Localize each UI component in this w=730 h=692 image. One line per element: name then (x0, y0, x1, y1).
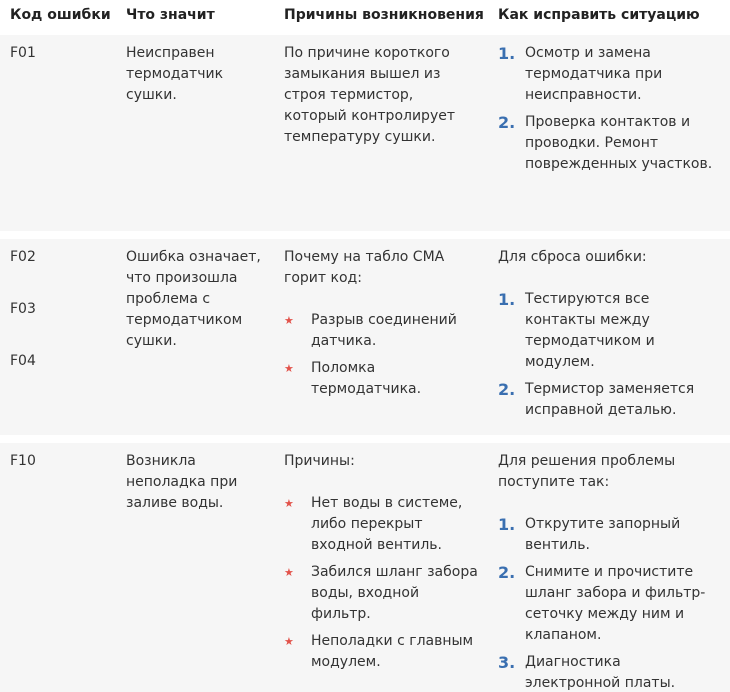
fix-lead: Для решения проблемы поступите так: (498, 453, 676, 490)
fix-list (498, 514, 720, 692)
header-code: Код ошибки (10, 7, 111, 23)
meaning-cell: Ошибка означает, что произошла проблема с термодатчиком сушки. (126, 249, 261, 349)
star-icon: ★ (284, 497, 294, 510)
causes-lead: Причины: (284, 453, 355, 469)
star-icon: ★ (284, 362, 294, 375)
table-row (0, 443, 730, 692)
number-badge: 1. (498, 44, 516, 63)
list-item-text: Осмотр и замена термодатчика при неисправности. (525, 45, 663, 103)
causes-lead: Почему на табло СМА горит код: (284, 249, 445, 286)
list-item (284, 631, 478, 673)
list-item-text: Тестируются все контакты между термодатчиком и модулем. (525, 291, 655, 370)
header-causes: Причины возникновения (284, 7, 484, 23)
code-cell (0, 443, 116, 692)
table-row (0, 35, 730, 231)
list-item-text: Неполадки с главным модулем. (311, 633, 474, 670)
error-code: F03 (10, 301, 36, 317)
list-item-text: Снимите и прочистите шланг забора и фильтр-сеточку между ним и клапаном. (525, 564, 706, 643)
list-item-text: Открутите запорный вентиль. (525, 516, 681, 553)
code-cell (0, 239, 116, 435)
number-badge: 2. (498, 563, 516, 582)
list-item-text: Разрыв соединений датчика. (311, 312, 457, 349)
error-code: F10 (10, 453, 36, 469)
list-item-text: Поломка термодатчика. (311, 360, 422, 397)
causes-cell (274, 443, 488, 692)
causes-list (284, 493, 478, 673)
causes-cell: По причине короткого замыкания вышел из строя термистор, который контролирует температуру сушки. (284, 45, 456, 145)
list-item-text: Термистор заменяется исправной деталью. (525, 381, 695, 418)
star-icon: ★ (284, 635, 294, 648)
number-badge: 2. (498, 380, 516, 399)
list-item-text: Проверка контактов и проводки. Ремонт поврежденных участков. (525, 114, 713, 172)
star-icon: ★ (284, 314, 294, 327)
meaning-cell: Неисправен термодатчик сушки. (126, 45, 224, 103)
number-badge: 3. (498, 653, 516, 672)
fix-list (498, 43, 720, 175)
list-item (498, 514, 720, 556)
list-item (498, 289, 720, 373)
list-item-text: Нет воды в системе, либо перекрыт входной вентиль. (311, 495, 463, 553)
fix-cell (488, 35, 730, 231)
fix-lead: Для сброса ошибки: (498, 249, 647, 265)
header-fix: Как исправить ситуацию (498, 7, 700, 23)
number-badge: 1. (498, 515, 516, 534)
list-item (498, 652, 720, 692)
header-meaning: Что значит (126, 7, 215, 23)
list-item (284, 310, 478, 352)
error-code: F02 (10, 249, 36, 265)
list-item (498, 43, 720, 106)
fix-cell (488, 443, 730, 692)
number-badge: 1. (498, 290, 516, 309)
fix-cell (488, 239, 730, 435)
list-item (284, 358, 478, 400)
code-cell (0, 35, 116, 231)
list-item (284, 562, 478, 625)
table-row (0, 239, 730, 435)
list-item (498, 112, 720, 175)
list-item (498, 562, 720, 646)
error-code: F01 (10, 45, 36, 61)
list-item-text: Забился шланг забора воды, входной фильтр. (311, 564, 478, 622)
causes-cell (274, 239, 488, 435)
meaning-cell: Возникла неполадка при заливе воды. (126, 453, 238, 511)
list-item-text: Диагностика электронной платы. (525, 654, 676, 691)
number-badge: 2. (498, 113, 516, 132)
fix-list (498, 289, 720, 421)
star-icon: ★ (284, 566, 294, 579)
list-item (498, 379, 720, 421)
table-header-row (0, 0, 730, 35)
error-code: F04 (10, 353, 36, 369)
causes-list (284, 310, 478, 400)
list-item (284, 493, 478, 556)
